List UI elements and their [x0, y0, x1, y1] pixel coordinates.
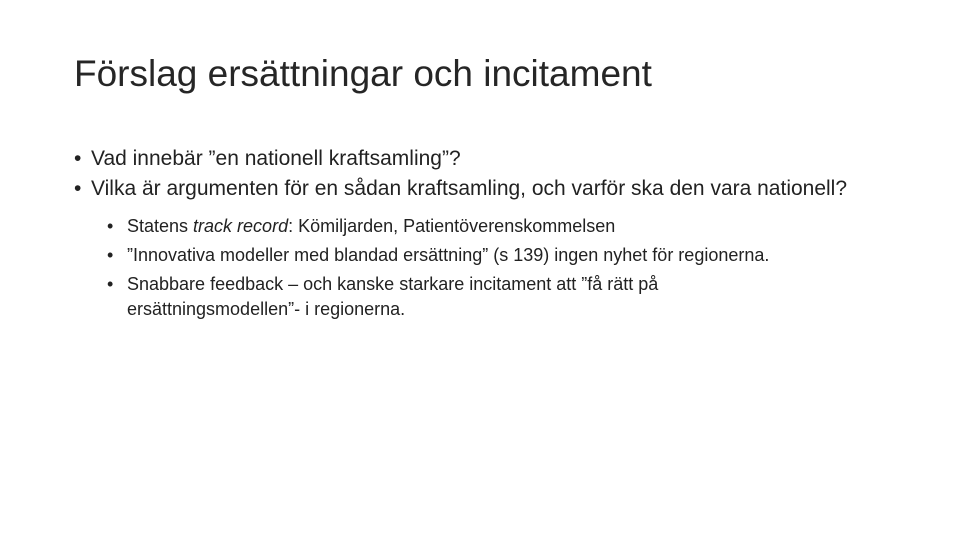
sub-bullet-text: ”Innovativa modeller med blandad ersättning” (s 139) ingen nyhet för regionerna.	[127, 245, 770, 265]
bullet-text: Vilka är argumenten för en sådan kraftsamling, och varför ska den vara nationell?	[91, 177, 848, 200]
sub-bullet-list	[74, 214, 874, 322]
bullet-icon: •	[74, 177, 82, 200]
sub-bullet-item	[107, 243, 827, 268]
sub-bullet-text	[127, 216, 615, 236]
bullet-icon: •	[74, 147, 82, 170]
sub-bullet-item	[107, 214, 827, 239]
sub-bullet-prefix: Statens	[127, 216, 194, 236]
bullet-item	[74, 146, 874, 172]
slide-body	[74, 146, 874, 326]
bullet-icon: •	[107, 245, 114, 265]
bullet-icon: •	[107, 274, 114, 294]
slide-title: Förslag ersättningar och incitament	[74, 53, 652, 94]
sub-bullet-suffix: : Kömiljarden, Patientöverenskommelsen	[288, 216, 616, 236]
bullet-text: Vad innebär ”en nationell kraftsamling”?	[91, 147, 461, 170]
sub-bullet-italic: track record	[193, 216, 289, 236]
bullet-icon: •	[107, 216, 114, 236]
sub-bullet-item	[107, 272, 827, 322]
bullet-item	[74, 176, 874, 202]
sub-bullet-text: Snabbare feedback – och kanske starkare incitament att ”få rätt på ersättningsmodellen”- i regionerna.	[127, 274, 659, 319]
